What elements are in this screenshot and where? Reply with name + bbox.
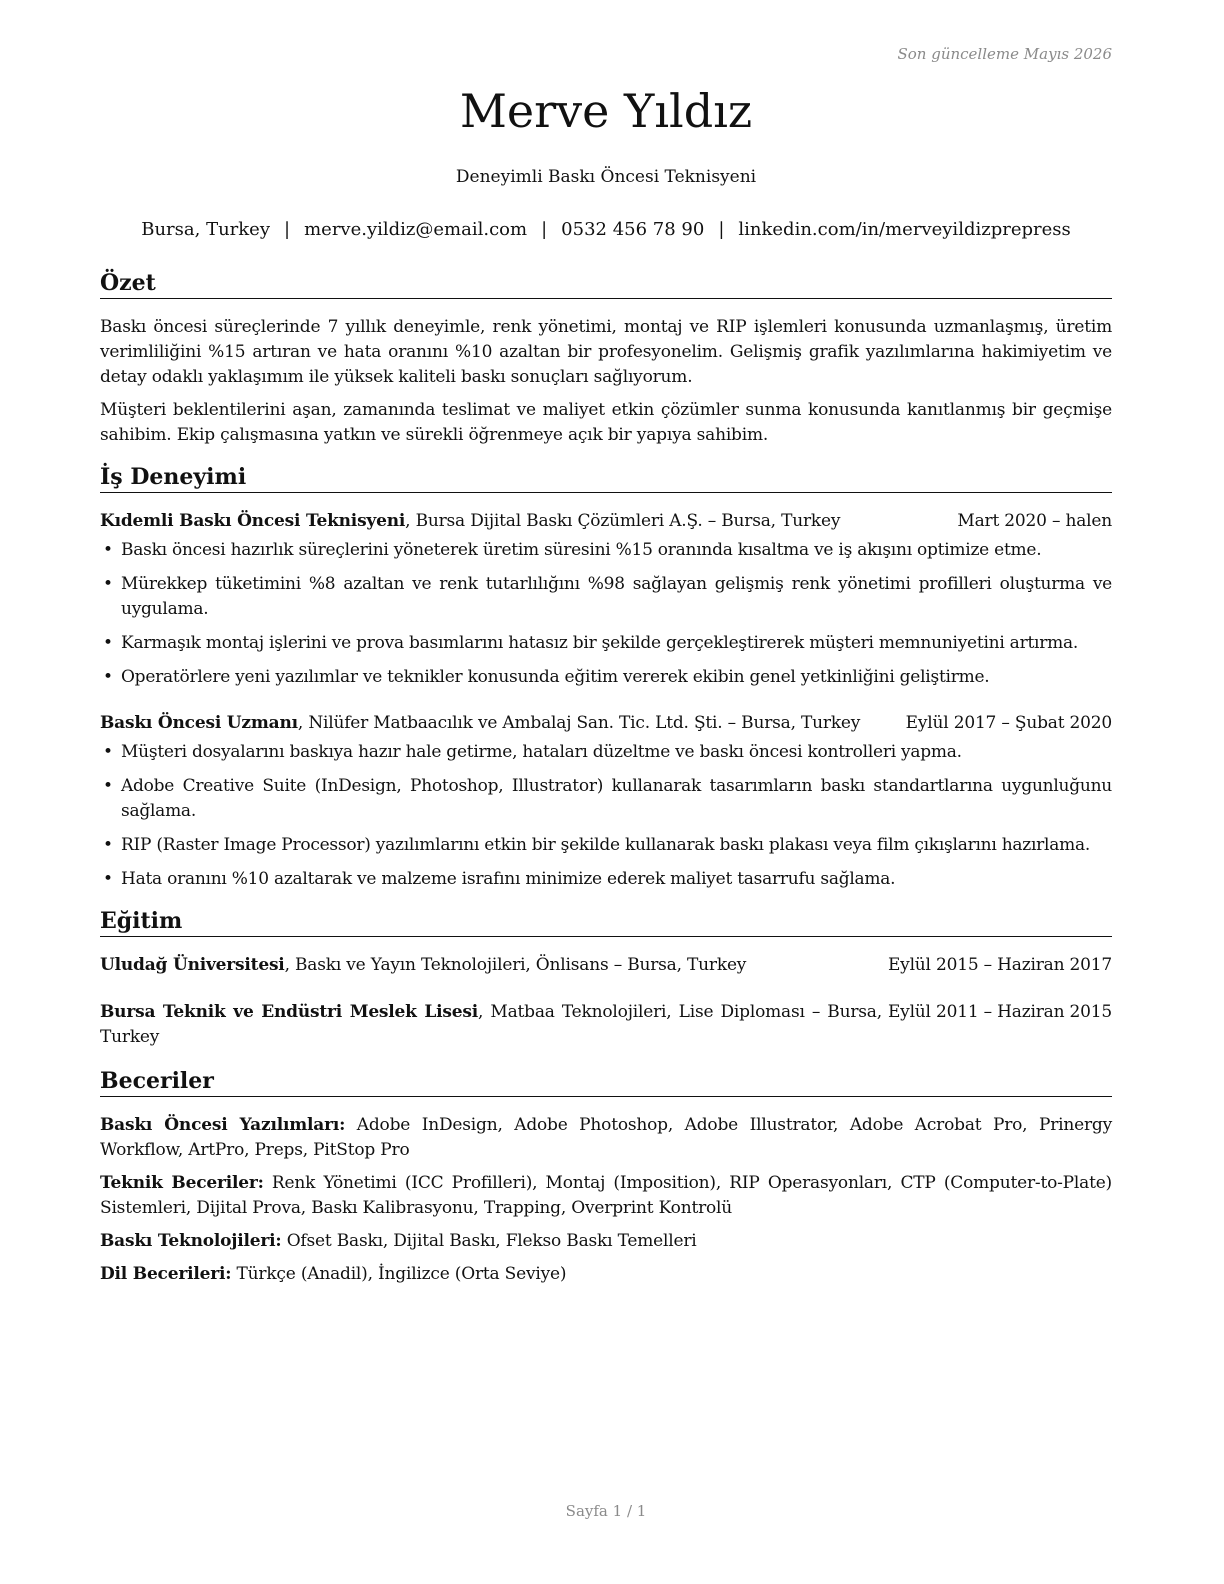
- job-bullet-text: Adobe Creative Suite (InDesign, Photoshop, Illustrator) kullanarak tasarımların baskı standartlarına uygunluğunu sağlama.: [121, 776, 1112, 821]
- bullet-icon: •: [103, 742, 113, 762]
- job-bullet-text: Karmaşık montaj işlerini ve prova basımlarını hatasız bir şekilde gerçekleştirerek müşteri memnuniyetini artırma.: [121, 633, 1078, 653]
- candidate-headline: Deneyimli Baskı Öncesi Teknisyeni: [455, 167, 757, 187]
- job-bullet: [100, 631, 1112, 656]
- job-bullet-text: Hata oranını %10 azaltarak ve malzeme israfını minimize ederek maliyet tasarrufu sağlama.: [121, 869, 896, 889]
- contact-phone: 0532 456 78 90: [561, 219, 705, 240]
- bullet-icon: •: [103, 540, 113, 560]
- section-title-skills: Beceriler: [100, 1066, 1112, 1097]
- contact-separator: |: [284, 219, 291, 240]
- job-bullet: [100, 538, 1112, 563]
- summary-section: [100, 268, 1112, 448]
- education-school: Uludağ Üniversitesi: [100, 955, 285, 975]
- job-role: Baskı Öncesi Uzmanı: [100, 713, 298, 733]
- job-bullet-text: RIP (Raster Image Processor) yazılımlarını etkin bir şekilde kullanarak baskı plakası veya film çıkışlarını hazırlama.: [121, 835, 1091, 855]
- education-title-line: [100, 1000, 882, 1050]
- contact-email[interactable]: merve.yildiz@email.com: [304, 219, 528, 240]
- resume-content: [100, 268, 1112, 1301]
- experience-section: [100, 462, 1112, 892]
- job-company: , Nilüfer Matbaacılık ve Ambalaj San. Tic. Ltd. Şti. – Bursa, Turkey: [297, 713, 861, 733]
- skill-value: Türkçe (Anadil), İngilizce (Orta Seviye): [231, 1264, 567, 1284]
- page-number: Sayfa 1 / 1: [565, 1502, 647, 1520]
- section-title-summary: Özet: [100, 268, 1112, 299]
- job-bullet-text: Mürekkep tüketimini %8 azaltan ve renk tutarlılığını %98 sağlayan gelişmiş renk yönetimi profilleri oluşturma ve uygulama.: [121, 574, 1112, 619]
- education-school: Bursa Teknik ve Endüstri Meslek Lisesi: [100, 1002, 479, 1022]
- last-updated: Son güncelleme Mayıs 2026: [897, 45, 1112, 63]
- job-entry: [100, 509, 1112, 690]
- skill-line: [100, 1171, 1112, 1221]
- contact-separator: |: [541, 219, 548, 240]
- job-bullet-text: Müşteri dosyalarını baskıya hazır hale getirme, hataları düzeltme ve baskı öncesi kontrolleri yapma.: [121, 742, 962, 762]
- skill-line: [100, 1113, 1112, 1163]
- job-dates: Mart 2020 – halen: [957, 511, 1112, 531]
- section-title-education: Eğitim: [100, 906, 1112, 937]
- job-title-line: [100, 711, 900, 736]
- job-bullet: [100, 833, 1112, 858]
- job-header: [100, 509, 1112, 534]
- bullet-icon: •: [103, 667, 113, 687]
- job-bullet: [100, 572, 1112, 622]
- bullet-icon: •: [103, 869, 113, 889]
- education-entry: [100, 1000, 1112, 1050]
- bullet-icon: •: [103, 633, 113, 653]
- job-bullet: [100, 740, 1112, 765]
- education-detail: , Baskı ve Yayın Teknolojileri, Önlisans – Bursa, Turkey: [284, 955, 747, 975]
- skill-value: Adobe InDesign, Adobe Photoshop, Adobe Illustrator, Adobe Acrobat Pro, Prinergy Workflow, ArtPro, Preps, PitStop Pro: [100, 1115, 1112, 1160]
- education-detail: , Matbaa Teknolojileri, Lise Diploması – Bursa, Turkey: [100, 1002, 882, 1047]
- skill-line: [100, 1262, 1112, 1287]
- skill-label: Dil Becerileri:: [100, 1264, 232, 1284]
- job-dates: Eylül 2017 – Şubat 2020: [905, 713, 1112, 733]
- education-dates: Eylül 2015 – Haziran 2017: [887, 955, 1112, 975]
- skill-label: Baskı Öncesi Yazılımları:: [100, 1115, 346, 1135]
- job-bullet-text: Operatörlere yeni yazılımlar ve teknikler konusunda eğitim vererek ekibin genel yetkinliğini geliştirme.: [121, 667, 990, 687]
- resume-page: [100, 0, 1112, 1584]
- education-dates: Eylül 2011 – Haziran 2015: [887, 1002, 1112, 1022]
- job-bullet: [100, 774, 1112, 824]
- job-role: Kıdemli Baskı Öncesi Teknisyeni: [100, 511, 406, 531]
- skill-label: Teknik Beceriler:: [100, 1173, 264, 1193]
- skills-section: [100, 1066, 1112, 1287]
- summary-paragraph: Müşteri beklentilerini aşan, zamanında teslimat ve maliyet etkin çözümler sunma konusunda kanıtlanmış bir geçmişe sahibim. Ekip çalışmasına yatkın ve sürekli öğrenmeye açık bir yapıya sahibim.: [100, 400, 1112, 445]
- contact-location: Bursa, Turkey: [141, 219, 271, 240]
- job-bullet-text: Baskı öncesi hazırlık süreçlerini yöneterek üretim süresini %15 oranında kısaltma ve iş akışını optimize etme.: [121, 540, 1042, 560]
- contact-separator: |: [718, 219, 725, 240]
- bullet-icon: •: [103, 776, 113, 796]
- summary-paragraph: Baskı öncesi süreçlerinde 7 yıllık deneyimle, renk yönetimi, montaj ve RIP işlemleri konusunda uzmanlaşmış, üretim verimliliğini %15 artıran ve hata oranını %10 azaltan bir profesyonelim. Gelişmiş grafik yazılımlarına hakimiyetim ve detay odaklı yaklaşımım ile yüksek kaliteli baskı sonuçları sağlıyorum.: [100, 317, 1112, 387]
- skill-value: Renk Yönetimi (ICC Profilleri), Montaj (Imposition), RIP Operasyonları, CTP (Computer-to-Plate) Sistemleri, Dijital Prova, Baskı Kalibrasyonu, Trapping, Overprint Kontrolü: [100, 1173, 1112, 1218]
- job-company: , Bursa Dijital Baskı Çözümleri A.Ş. – Bursa, Turkey: [405, 511, 841, 531]
- job-header: [100, 711, 1112, 736]
- skill-value: Ofset Baskı, Dijital Baskı, Flekso Baskı Temelleri: [281, 1231, 697, 1251]
- job-bullet-list: [100, 740, 1112, 892]
- skill-label: Baskı Teknolojileri:: [100, 1231, 282, 1251]
- job-bullet: [100, 867, 1112, 892]
- skill-line: [100, 1229, 1112, 1254]
- candidate-name: Merve Yıldız: [459, 84, 753, 138]
- section-title-experience: İş Deneyimi: [100, 462, 1112, 493]
- education-entry: [100, 953, 1112, 978]
- job-title-line: [100, 509, 951, 534]
- job-bullet: [100, 665, 1112, 690]
- education-section: [100, 906, 1112, 1050]
- education-title-line: [100, 953, 882, 978]
- job-bullet-list: [100, 538, 1112, 690]
- contact-line: [100, 219, 1112, 240]
- job-entry: [100, 711, 1112, 892]
- bullet-icon: •: [103, 574, 113, 594]
- contact-linkedin[interactable]: linkedin.com/in/merveyildizprepress: [738, 219, 1071, 240]
- bullet-icon: •: [103, 835, 113, 855]
